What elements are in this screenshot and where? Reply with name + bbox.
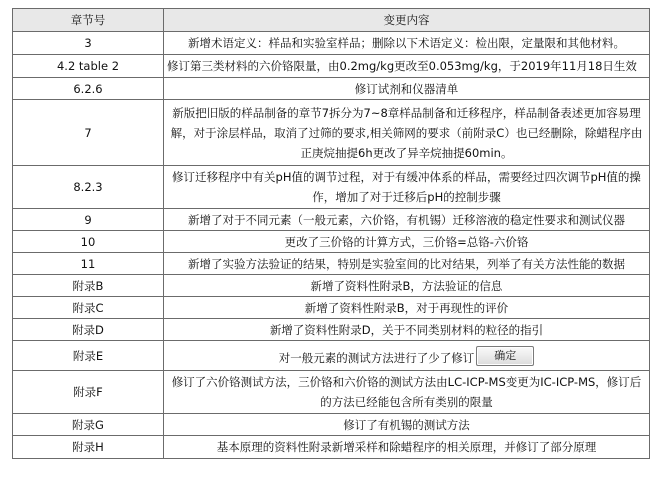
content-cell: 新版把旧版的样品制备的章节7拆分为7~8章样品制备和迁移程序，样品制备表述更加容易理解，对于涂层样品，取消了过筛的要求,相关筛网的要求（前附录C）也已经删除，除蜡程序由正庚烷抽提6h更改了异辛烷抽提60min。 bbox=[164, 100, 650, 166]
table-row bbox=[13, 436, 650, 459]
table-row bbox=[13, 100, 650, 166]
content-cell: 修订迁移程序中有关pH值的调节过程，对于有缓冲体系的样品，需要经过四次调节pH值的操作，增加了对于迁移后pH的控制步骤 bbox=[164, 166, 650, 209]
content-cell: 新增了资料性附录D，关于不同类别材料的粒径的指引 bbox=[164, 319, 650, 341]
confirm-button[interactable]: 确定 bbox=[476, 346, 534, 366]
section-cell: 7 bbox=[13, 100, 164, 166]
section-cell: 附录B bbox=[13, 275, 164, 297]
column-header-content: 变更内容 bbox=[164, 9, 650, 32]
content-cell: 修订试剂和仪器清单 bbox=[164, 78, 650, 100]
section-cell: 附录E bbox=[13, 341, 164, 371]
section-cell: 4.2 table 2 bbox=[13, 55, 164, 78]
content-cell: 修订第三类材料的六价铬限量，由0.2mg/kg更改至0.053mg/kg，于2019年11月18日生效 bbox=[164, 55, 650, 78]
table-row bbox=[13, 371, 650, 414]
section-cell: 附录D bbox=[13, 319, 164, 341]
section-cell: 附录F bbox=[13, 371, 164, 414]
section-cell: 3 bbox=[13, 32, 164, 55]
table-row bbox=[13, 319, 650, 341]
content-text: 对一般元素的测试方法进行了少了修订 bbox=[278, 351, 475, 365]
table-row bbox=[13, 341, 650, 371]
table-row bbox=[13, 414, 650, 436]
content-cell: 更改了三价铬的计算方式，三价铬=总铬-六价铬 bbox=[164, 231, 650, 253]
section-cell: 6.2.6 bbox=[13, 78, 164, 100]
table-row bbox=[13, 253, 650, 275]
change-table bbox=[12, 8, 650, 459]
table-row bbox=[13, 231, 650, 253]
table-header-row bbox=[13, 9, 650, 32]
content-cell: 新增术语定义：样品和实验室样品；删除以下术语定义：检出限，定量限和其他材料。 bbox=[164, 32, 650, 55]
section-cell: 9 bbox=[13, 209, 164, 231]
content-cell: 修订了有机锡的测试方法 bbox=[164, 414, 650, 436]
table-row bbox=[13, 78, 650, 100]
section-cell: 10 bbox=[13, 231, 164, 253]
section-cell: 8.2.3 bbox=[13, 166, 164, 209]
content-cell: 修订了六价铬测试方法，三价铬和六价铬的测试方法由LC-ICP-MS变更为IC-ICP-MS，修订后的方法已经能包含所有类别的限量 bbox=[164, 371, 650, 414]
table-row bbox=[13, 166, 650, 209]
table-row bbox=[13, 32, 650, 55]
table-row bbox=[13, 297, 650, 319]
content-cell bbox=[164, 341, 650, 371]
section-cell: 附录G bbox=[13, 414, 164, 436]
content-cell: 基本原理的资料性附录新增采样和除蜡程序的相关原理，并修订了部分原理 bbox=[164, 436, 650, 459]
table-row bbox=[13, 55, 650, 78]
content-cell: 新增了实验方法验证的结果，特别是实验室间的比对结果，列举了有关方法性能的数据 bbox=[164, 253, 650, 275]
section-cell: 附录C bbox=[13, 297, 164, 319]
content-cell: 新增了对于不同元素（一般元素，六价铬，有机锡）迁移溶液的稳定性要求和测试仪器 bbox=[164, 209, 650, 231]
section-cell: 附录H bbox=[13, 436, 164, 459]
table-row bbox=[13, 209, 650, 231]
content-cell: 新增了资料性附录B，方法验证的信息 bbox=[164, 275, 650, 297]
table-row bbox=[13, 275, 650, 297]
section-cell: 11 bbox=[13, 253, 164, 275]
column-header-section: 章节号 bbox=[13, 9, 164, 32]
content-cell: 新增了资料性附录B，对于再现性的评价 bbox=[164, 297, 650, 319]
